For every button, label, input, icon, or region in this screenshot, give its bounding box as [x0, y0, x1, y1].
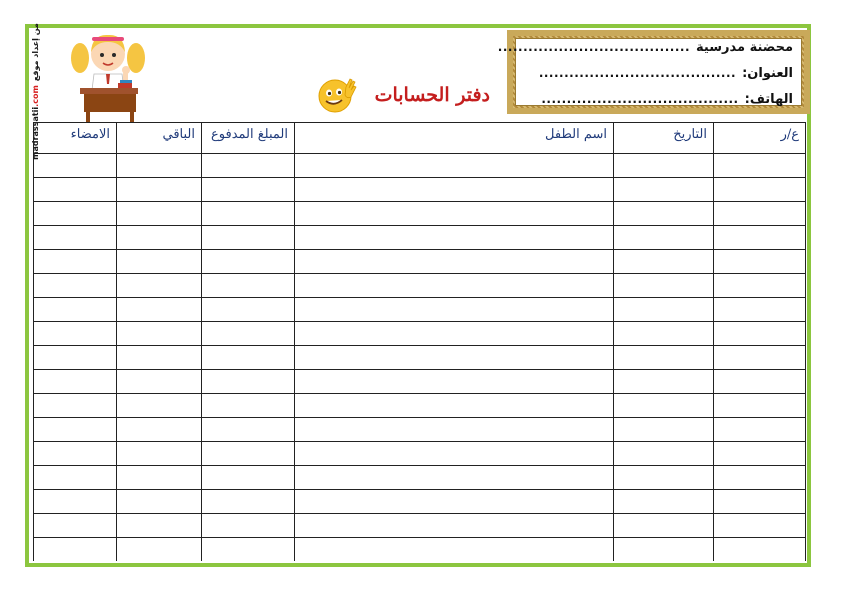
table-row: [34, 442, 806, 466]
table-row: [34, 178, 806, 202]
table-cell[interactable]: [714, 490, 806, 514]
table-cell[interactable]: [117, 466, 202, 490]
table-cell[interactable]: [202, 466, 295, 490]
table-cell[interactable]: [34, 370, 117, 394]
table-cell[interactable]: [714, 154, 806, 178]
table-cell[interactable]: [614, 226, 714, 250]
table-row: [34, 322, 806, 346]
nursery-info-box: [497, 30, 810, 114]
table-cell[interactable]: [202, 346, 295, 370]
title-row: [290, 72, 490, 118]
table-cell[interactable]: [34, 514, 117, 538]
table-cell[interactable]: [614, 154, 714, 178]
table-cell[interactable]: [202, 298, 295, 322]
table-cell[interactable]: [614, 370, 714, 394]
table-body: [34, 154, 806, 562]
table-cell[interactable]: [295, 394, 614, 418]
table-row: [34, 202, 806, 226]
table-cell[interactable]: [34, 418, 117, 442]
table-cell[interactable]: [34, 466, 117, 490]
table-row: [34, 154, 806, 178]
table-row: [34, 274, 806, 298]
table-row: [34, 298, 806, 322]
phone-field[interactable]: .......................................: [541, 92, 739, 106]
table-cell[interactable]: [117, 514, 202, 538]
table-cell[interactable]: [614, 538, 714, 562]
table-cell[interactable]: [202, 322, 295, 346]
table-cell[interactable]: [295, 538, 614, 562]
table-cell[interactable]: [202, 274, 295, 298]
table-header-row: [34, 123, 806, 154]
girl-at-desk-illustration: [68, 28, 148, 124]
table-cell[interactable]: [117, 226, 202, 250]
table-cell[interactable]: [714, 442, 806, 466]
table-row: [34, 250, 806, 274]
table-cell[interactable]: [614, 202, 714, 226]
table-cell[interactable]: [614, 394, 714, 418]
table-cell[interactable]: [34, 346, 117, 370]
table-cell[interactable]: [714, 370, 806, 394]
table-cell[interactable]: [202, 250, 295, 274]
table-row: [34, 514, 806, 538]
table-cell[interactable]: [714, 394, 806, 418]
table-cell[interactable]: [34, 274, 117, 298]
table-cell[interactable]: [117, 154, 202, 178]
table-cell[interactable]: [202, 442, 295, 466]
table-cell[interactable]: [295, 250, 614, 274]
table-cell[interactable]: [34, 490, 117, 514]
col-header-child-name: اسم الطفل: [295, 123, 614, 154]
table-cell[interactable]: [614, 298, 714, 322]
accounts-table: [33, 122, 806, 561]
table-cell[interactable]: [295, 322, 614, 346]
page-title: دفتر الحسابات: [374, 84, 490, 106]
table-cell[interactable]: [117, 178, 202, 202]
table-cell[interactable]: [117, 346, 202, 370]
table-cell[interactable]: [714, 322, 806, 346]
table-cell[interactable]: [34, 442, 117, 466]
credit-site: madrassatii.com: [30, 84, 40, 160]
table-cell[interactable]: [295, 418, 614, 442]
table-cell[interactable]: [34, 538, 117, 562]
table-cell[interactable]: [295, 154, 614, 178]
table-row: [34, 418, 806, 442]
col-header-serial: ع/ر: [714, 123, 806, 154]
table-cell[interactable]: [714, 538, 806, 562]
table-cell[interactable]: [295, 514, 614, 538]
table-cell[interactable]: [117, 442, 202, 466]
col-header-remaining: الباقي: [117, 123, 202, 154]
table-cell[interactable]: [714, 274, 806, 298]
table-cell[interactable]: [295, 274, 614, 298]
table-row: [34, 394, 806, 418]
table-cell[interactable]: [202, 202, 295, 226]
address-field[interactable]: .......................................: [538, 66, 737, 80]
table-cell[interactable]: [714, 514, 806, 538]
table-cell[interactable]: [295, 442, 614, 466]
table-cell[interactable]: [34, 394, 117, 418]
nursery-label: محضنة مدرسية: [696, 40, 793, 55]
table-cell[interactable]: [117, 394, 202, 418]
table-cell[interactable]: [295, 202, 614, 226]
table-cell[interactable]: [714, 250, 806, 274]
table-cell[interactable]: [117, 490, 202, 514]
table-cell[interactable]: [714, 178, 806, 202]
table-cell[interactable]: [714, 226, 806, 250]
table-cell[interactable]: [34, 226, 117, 250]
table-cell[interactable]: [202, 538, 295, 562]
table-cell[interactable]: [614, 490, 714, 514]
table-cell[interactable]: [614, 514, 714, 538]
table-cell[interactable]: [34, 250, 117, 274]
table-cell[interactable]: [614, 322, 714, 346]
table-cell[interactable]: [34, 298, 117, 322]
col-header-signature: الامضاء: [34, 123, 117, 154]
table-cell[interactable]: [295, 226, 614, 250]
waving-emoji-icon: [317, 75, 357, 115]
table-cell[interactable]: [202, 418, 295, 442]
table-cell[interactable]: [614, 418, 714, 442]
table-cell[interactable]: [34, 202, 117, 226]
table-cell[interactable]: [614, 250, 714, 274]
address-line: [524, 66, 793, 92]
col-header-amount-paid: المبلغ المدفوع: [202, 123, 295, 154]
table-cell[interactable]: [202, 514, 295, 538]
table-cell[interactable]: [34, 322, 117, 346]
table-cell[interactable]: [614, 178, 714, 202]
table-cell[interactable]: [714, 346, 806, 370]
table-cell[interactable]: [295, 178, 614, 202]
table-cell[interactable]: [295, 466, 614, 490]
table-cell[interactable]: [714, 418, 806, 442]
table-cell[interactable]: [614, 442, 714, 466]
nursery-field[interactable]: ......................................: [497, 40, 691, 54]
table-cell[interactable]: [614, 346, 714, 370]
table-cell[interactable]: [117, 250, 202, 274]
table-cell[interactable]: [202, 370, 295, 394]
table-cell[interactable]: [117, 202, 202, 226]
table-cell[interactable]: [117, 370, 202, 394]
table-row: [34, 490, 806, 514]
table-cell[interactable]: [202, 154, 295, 178]
table-cell[interactable]: [295, 298, 614, 322]
col-header-date: التاريخ: [614, 123, 714, 154]
table-cell[interactable]: [295, 370, 614, 394]
table-row: [34, 226, 806, 250]
table-cell[interactable]: [117, 322, 202, 346]
table-cell[interactable]: [295, 346, 614, 370]
table-row: [34, 538, 806, 562]
table-cell[interactable]: [714, 298, 806, 322]
phone-label: الهاتف:: [744, 92, 793, 107]
table-cell[interactable]: [202, 178, 295, 202]
table-cell[interactable]: [714, 202, 806, 226]
table-cell[interactable]: [117, 418, 202, 442]
address-label: العنوان:: [742, 66, 793, 81]
table-cell[interactable]: [117, 274, 202, 298]
table-cell[interactable]: [614, 274, 714, 298]
table-cell[interactable]: [117, 298, 202, 322]
table-cell[interactable]: [614, 466, 714, 490]
table-cell[interactable]: [202, 394, 295, 418]
table-cell[interactable]: [117, 538, 202, 562]
table-cell[interactable]: [714, 466, 806, 490]
table-cell[interactable]: [202, 226, 295, 250]
table-cell[interactable]: [295, 490, 614, 514]
phone-line: [524, 92, 793, 118]
table-cell[interactable]: [34, 178, 117, 202]
nursery-name-line: [497, 40, 793, 66]
table-row: [34, 370, 806, 394]
table-cell[interactable]: [202, 490, 295, 514]
credit-prefix: من إعداد موقع: [30, 22, 40, 81]
table-row: [34, 346, 806, 370]
table-cell[interactable]: [34, 154, 117, 178]
table-row: [34, 466, 806, 490]
